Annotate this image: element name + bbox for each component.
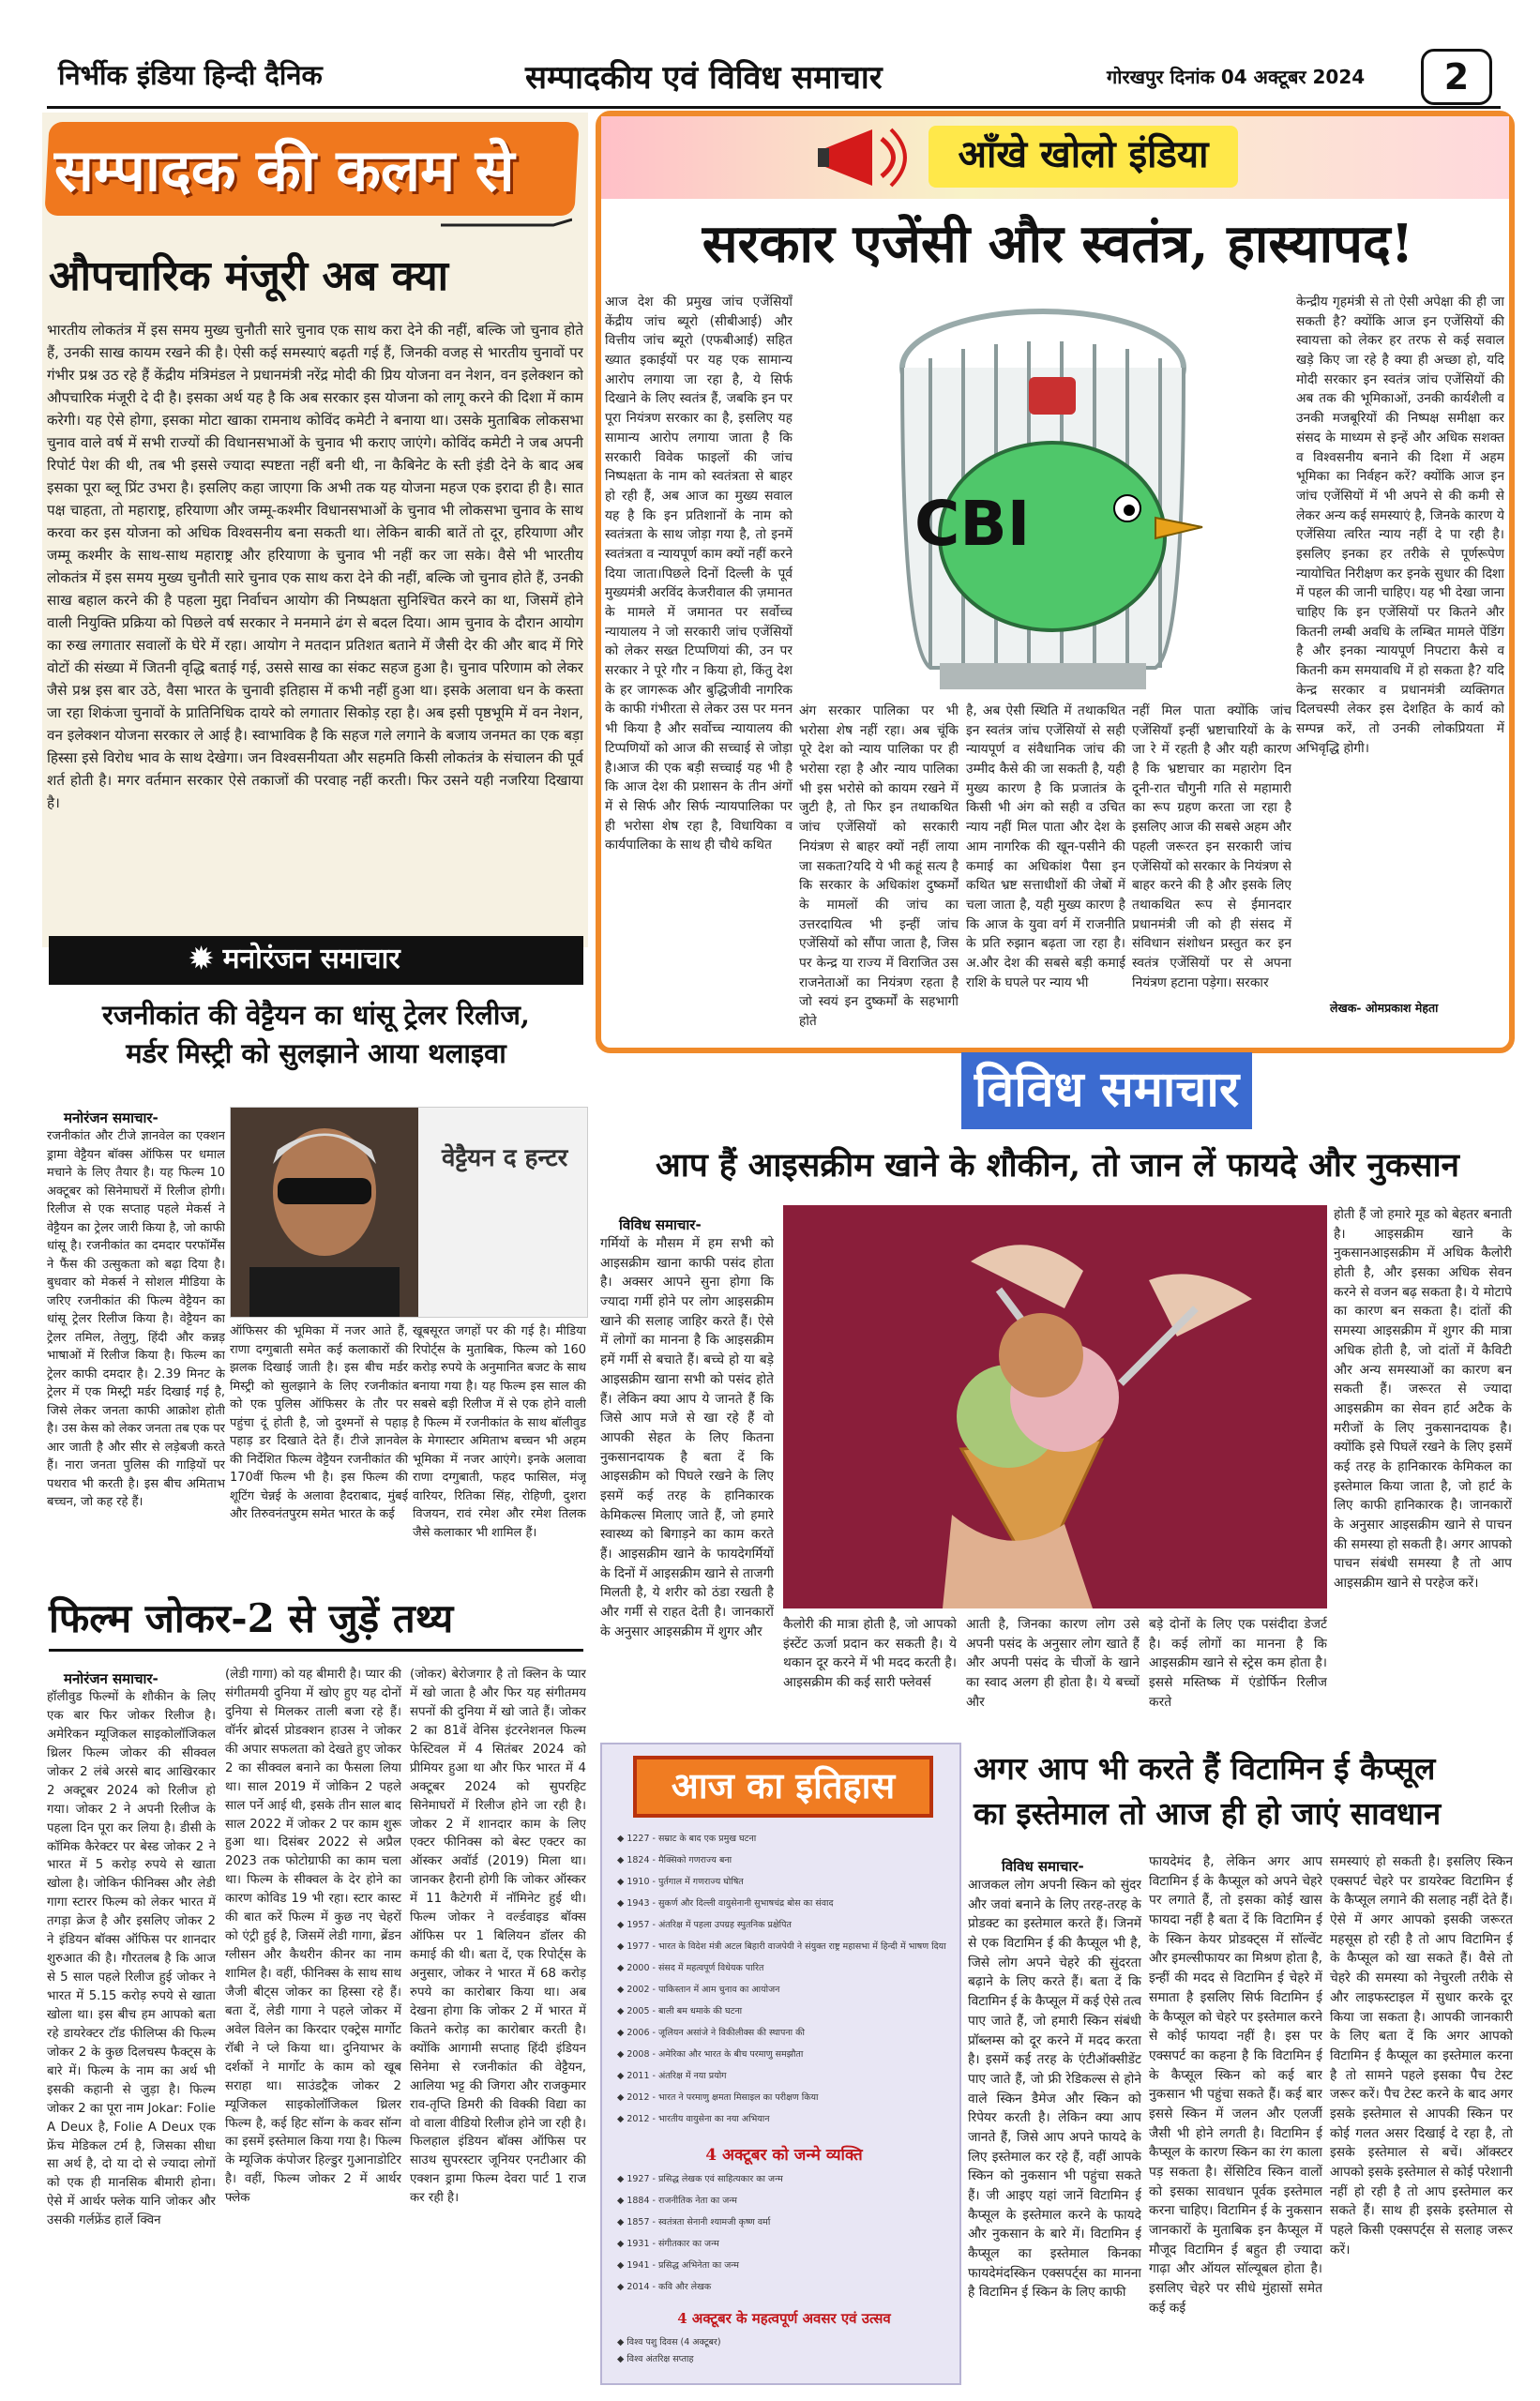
vividh-banner: विविध समाचार [961,1052,1252,1129]
rajini-headline-line1: रजनीकांत की वेट्टैयन का धांसू ट्रेलर रिलीज, [102,999,530,1031]
sparkle-icon: ✹ [189,943,223,975]
ankhe-author: लेखक- ओमप्रकाश मेहता [1330,1001,1439,1015]
itihas-item: ◆ 1943 - सुकर्ण और दिल्ली वायुसेनानी सुभाषचंद्र बोस का संवाद [617,1898,834,1909]
vitamin-byline: विविध समाचार- [1002,1858,1084,1875]
ankhe-col5: केन्द्रीय गृहमंत्री से तो ऐसी अपेक्षा की ही जा सकती है? क्योंकि आज इन एजेंसियों की स्वायत्ता को लेकर हर तरफ से कई सवाल खड़े किए जा रहे है क्या ही अच्छा हो, यदि मोदी सरकार इन स्वतंत्र जांच एजेंसियों की अब तक की भूमिकाओं, उनकी कार्यशैली व उनकी मजबूरियों की निष्पक्ष समीक्षा कर संसद के माध्यम से इन्हें और अधिक सशक्त व विश्वसनीय बनाने की दिशा में अहम भूमिका का निर्वहन करें? क्योंकि आज इन जांच एजेंसियों में भी अपने से की कमी से लेकर अन्य कई समस्याएं है, जिनके कारण ये एजेंसिया त्वरित न्याय नहीं दे पा रही है। इसलिए इनका हर तरीके से पूर्णरूपेण न्यायोचित निरीक्षण कर इनके सुधार की दिशा में पहल की जानी चाहिए। यह भी देखा जाना चाहिए कि इन एजेंसियों पर कितने और कितनी लम्बी अवधि के लम्बित मामले पेंडिंग है और इनका न्यायपूर्ण निपटारा कैसे व कितनी कम समयावधि में हो सकता है? यदि केन्द्र सरकार व प्रधानमंत्री व्यक्तिगत दिलचस्पी लेकर इस देशहित के कार्य को सम्पन्न करें, तो उनकी लोकप्रियता में अभिवृद्धि होगी। [1296,294,1504,756]
itihas-item: ◆ 2000 - संसद में महत्वपूर्ण विधेयक पारित [617,1963,764,1973]
joker-headline: फिल्म जोकर-2 से जुड़ें तथ्य [49,1595,454,1641]
entertainment-section-bar [49,936,583,985]
icecream-photo [783,1205,1327,1608]
megaphone-icon [816,120,919,195]
itihas-item: ◆ 1927 - प्रसिद्ध लेखक एवं साहित्यकार का जन्म [617,2174,783,2184]
joker-byline: मनोरंजन समाचार- [64,1670,159,1687]
itihas-item: ◆ 1857 - स्वतंत्रता सेनानी श्यामजी कृष्ण वर्मा [617,2217,771,2227]
icecream-col5: होती हैं जो हमारे मूड को बेहतर बनाती है। आइसक्रीम खाने के नुकसानआइसक्रीम में अधिक कैलोरी होती है, और इसका अधिक सेवन करने से वजन बढ़ सकता है। ये मोटापे का कारण बन सकता है। दांतों की समस्या आइसक्रीम में शुगर की मात्रा अधिक होती है, जो दांतों में कैविटी और अन्य समस्याओं का कारण बन सकती हैं। जरूरत से ज्यादा आइसक्रीम का सेवन हार्ट अटैक के मरीजों के लिए नुकसानदायक है। क्योंकि इसे पिघलें रखने के लिए इसमें कई तरह के हानिकारक केमिकल का इस्तेमाल किया जाता है, जो हार्ट के लिए काफी हानिकारक है। जानकारों के अनुसार आइसक्रीम खाने से पाचन की समस्या हो सकती है। अगर आपको पाचन संबंधी समस्या है तो आप आइसक्रीम खाने से परहेज करें। [1334,1207,1512,1592]
newspaper-name: निर्भीक इंडिया हिन्दी दैनिक [58,59,323,91]
icecream-col3: आती है, जिनका कारण लोग उसे अपनी पसंद के अनुसार लोग खाते हैं और अपनी पसंद के चीजों के खाने का स्वाद अलग ही होता है। ये बच्चों और [966,1617,1140,1710]
itihas-item: ◆ 2002 - पाकिस्तान में आम चुनाव का आयोजन [617,1985,780,1995]
joker-col3: (जोकर) बेरोजगार है तो क्लिन के प्यार में खो जाता है और फिर यह संगीतमय सपनों की दुनिया में खो जाते हैं। जोकर 2 का 81वें वेनिस इंटरनेशनल फिल्म फेस्टिवल में 4 सितंबर 2024 को प्रीमियर हुआ था और फिर भारत में 4 अक्टूबर 2024 को सुपरहिट सिनेमाघरों में रिलीज होने जा रही है। जोकर 2 में शानदार काम के लिए एक्टर फीनिक्स को बेस्ट एक्टर का ऑस्कर अवॉर्ड (2019) मिला था। जानकर हैरानी होगी कि जोकर ऑस्कर में 11 कैटेगरी में नॉमिनेट हुई थी। फिल्म जोकर ने वर्ल्डवाइड बॉक्स ऑफिस पर 1 बिलियन डॉलर की कमाई की थी। बता दें, एक रिपोर्ट्स के अनुसार, जोकर ने भारत में 68 करोड़ रुपये का कारोबार किया था। अब देखना होगा कि जोकर 2 में भारत में कितने करोड़ का कारोबार करती है। क्योंकि आगामी सप्ताह हिंदी इंडियन सिनेमा से रजनीकांत की वेट्टैयन, आलिया भट्ट की जिगरा और राजकुमार राव-तृप्ति डिमरी की विक्की विद्या का वो वाला वीडियो रिलीज होने जा रही है। फिलहाल इंडियन बॉक्स ऑफिस पर साउथ सुपरस्टार जूनियर एनटीआर की एक्शन ड्रामा फिल्म देवरा पार्ट 1 राज कर रही है। [410,1668,586,2206]
ankhe-col4: नहीं मिल पाता क्योंकि जांच एजेंसियाँ इन्हीं भ्रष्टाचारियों के के जा रे में रहती है और यही कारण है कि भ्रष्टाचार का महारोग दिन दूनी-रात चौगुनी गति से महामारी का रूप ग्रहण करता जा रहा है इसलिए आज की सबसे अहम और पहली जरूरत इन सरकारी जांच एजेंसियों को सरकार के नियंत्रण से बाहर करने की है और इसके लिए तथाकथित रूप से ईमानदार प्रधानमंत्री जी को ही संसद में संविधान संशोधन प्रस्तुत कर इन स्वतंत्र एजेंसियों पर से अपना नियंत्रण हटाना पड़ेगा। सरकार [1132,703,1291,990]
icecream-byline: विविध समाचार- [619,1216,702,1233]
rajini-col1: रजनीकांत और टीजे ज्ञानवेल का एक्शन ड्रामा वेट्टैयन बॉक्स ऑफिस पर धमाल मचाने के लिए तैयार है। यह फिल्म 10 अक्टूबर को सिनेमाघरों में रिलीज होगी। रिलीज से एक सप्ताह पहले मेकर्स ने वेट्टैयन का ट्रेलर जारी किया है, जो काफी धांसू है। रजनीकांत का दमदार परफॉर्मेंस ने फैंस की उत्सुकता को बढ़ा दिया है। बुधवार को मेकर्स ने सोशल मीडिया के जरिए रजनीकांत की फिल्म वेट्टैयन का धांसू ट्रेलर रिलीज किया है। वेट्टैयन का ट्रेलर तमिल, तेलुगु, हिंदी और कन्नड़ भाषाओं में रिलीज किया है। फिल्म का ट्रेलर काफी दमदार है। 2.39 मिनट के ट्रेलर में एक मिस्ट्री मर्डर दिखाई गई है, जिसे लेकर जनता काफी आक्रोश होती है। उस केस को लेकर जनता तब एक पर आर जाती है और सीर से लड़ेबजी करते हैं। नारा जनता पुलिस की गाड़ियों पर पथराव भी करती है। इस बीच अमिताभ बच्चन, जो कह रहे हैं। [47,1129,225,1509]
ankhe-title: आँखे खोलो इंडिया [929,126,1238,188]
vitamin-headline [974,1746,1513,1836]
vettaiyan-poster [230,1107,588,1318]
icecream-col2: कैलोरी की मात्रा होती है, जो आपको इंस्टेंट ऊर्जा प्रदान कर सकती है। ये थकान दूर करने में भी मदद करती है। आइसक्रीम की कई सारी फ्लेवर्स [783,1617,957,1691]
itihas-item: ◆ 1957 - अंतरिक्ष में पहला उपग्रह स्पुतनिक प्रक्षेपित [617,1920,792,1930]
itihas-item: ◆ 2011 - अंतरिक्ष में नया प्रयोग [617,2071,727,2081]
joker-col1: हॉलीवुड फिल्मों के शौकीन के लिए एक बार फिर जोकर रिलीज है। अमेरिकन म्यूजिकल साइकोलॉजिकल थ्रिलर फिल्म जोकर की सीक्वल जोकर 2 लंबे अरसे बाद आखिरकार 2 अक्टूबर 2024 को रिलीज हो गया। जोकर 2 ने अपनी रिलीज के पहला दिन पूरा कर लिया है। डीसी के कॉमिक कैरेक्टर पर बेस्ड जोकर 2 ने भारत में 5 करोड़ रुपये से खाता खोला है। जोकिन फीनिक्स और लेडी गागा स्टारर फिल्म को लेकर भारत में तगड़ा क्रेज है और इसलिए जोकर 2 ने इंडियन बॉक्स ऑफिस पर शानदार शुरुआत की है। गौरतलब है कि आज से 5 साल पहले रिलीज हुई जोकर ने भारत में 5.15 करोड़ रुपये से खाता खोला था। इस बीच हम आपको बता रहे डायरेक्टर टॉड फीलिप्स की फिल्म जोकर 2 के कुछ दिलचस्प फैक्ट्स के बारे में। फिल्म के नाम का अर्थ भी इसकी कहानी से जुड़ा है। फिल्म जोकर 2 का पूरा नाम Jokar: Folie A Deux है, Folie A Deux एक फ्रेंच मेडिकल टर्म है, जिसका सीधा सा अर्थ है, दो या दो से ज्यादा लोगों को एक ही मानसिक बीमारी होना। ऐसे में आर्थर फ्लेक यानि जोकर और उसकी गर्लफ्रेंड हार्ले क्विन [47,1690,216,2228]
itihas-item: ◆ 1884 - राजनीतिक नेता का जन्म [617,2196,737,2206]
itihas-born-heading: 4 अक्टूबर को जन्मे व्यक्ति [705,2146,863,2165]
itihas-item: ◆ 1931 - संगीतकार का जन्म [617,2239,719,2249]
vitamin-col2: फायदेमंद है, लेकिन अगर आप विटामिन ई के कैप्सूल को अपने चेहरे पर लगाते हैं, तो इसका कोई खास फायदा नहीं है बता दें कि विटामिन ई के स्किन केयर प्रोडक्ट्स में सॉल्वेंट और इमल्सीफायर का मिश्रण होता है, इन्हीं की मदद से विटामिन ई चेहरे में समाता है इसलिए सिर्फ विटामिन ई के कैप्सूल को चेहरे पर इस्तेमाल करने से कोई फायदा नहीं है। इस पर एक्सपर्ट का कहना है कि विटामिन ई के कैप्सूल स्किन को कई बार नुकसान भी पहुंचा सकते हैं। कई बार इससे स्किन में जलन और एलर्जी जैसी भी होने लगती है। विटामिन ई कैप्सूल के कारण स्किन का रंग काला पड़ सकता है। सेंसिटिव स्किन वालों को इसका सावधान पूर्वक इस्तेमाल करना चाहिए। विटामिन ई के नुकसान जानकारों के मुताबिक इन कैप्सूल में मौजूद विटामिन ई बहुत ही ज्यादा गाढ़ा और ऑयल सॉल्यूबल होता है। इसलिए चेहरे पर सीधे मुंहासों समेत कई कई [1149,1854,1322,2316]
itihas-item: ◆ विश्व पशु दिवस (4 अक्टूबर) [617,2337,721,2348]
cbi-cage-cartoon [799,293,1287,696]
itihas-banner: आज का इतिहास [633,1756,933,1818]
section-title: सम्पादकीय एवं विविध समाचार [525,59,883,97]
vitamin-headline-line1: अगर आप भी करते हैं विटामिन ई कैप्सूल [974,1750,1436,1787]
itihas-item: ◆ 2012 - भारत ने परमाणु क्षमता मिसाइल का परीक्षण किया [617,2092,819,2103]
date-line: गोरखपुर दिनांक 04 अक्टूबर 2024 [1107,66,1366,88]
itihas-item: ◆ 1824 - मैक्सिको गणराज्य बना [617,1855,732,1865]
poster-title: वेट्टैयन द हन्टर [442,1144,568,1172]
rajini-headline [49,996,583,1072]
icecream-headline: आप हैं आइसक्रीम खाने के शौकीन, तो जान लें फायदे और नुकसान [656,1146,1459,1185]
itihas-item: ◆ 1227 - सम्राट के बाद एक प्रमुख घटना [617,1834,757,1844]
itihas-item: ◆ 1977 - भारत के विदेश मंत्री अटल बिहारी वाजपेयी ने संयुक्त राष्ट्र महासभा में हिन्दी में भाषण दिया [617,1941,946,1952]
joker-rule [49,1649,583,1652]
itihas-occasions-heading: 4 अक्टूबर के महत्वपूर्ण अवसर एवं उत्सव [677,2310,891,2327]
itihas-item: ◆ 2006 - जूलियन असांजे ने विकीलीक्स की स्थापना की [617,2028,805,2038]
itihas-item: ◆ 1941 - प्रसिद्ध अभिनेता का जन्म [617,2260,739,2271]
vitamin-col3: समस्याएं हो सकती है। इसलिए स्किन एक्सपर्ट चेहरे पर डायरेक्ट विटामिन ई के कैप्सूल लगाने की सलाह नहीं देते हैं। ऐसे में अगर आपको इसकी जरूरत महसूस हो रही है तो आप विटामिन ई के कैप्सूल को खा सकते हैं। वैसे तो चेहरे की समस्या को नेचुरली तरीके से और लाइफस्टाइल में सुधार करके दूर किया जा सकता है। आपकी जानकारी के लिए बता दें कि अगर आपको विटामिन ई कैप्सूल का इस्तेमाल करना है तो सामने पहले इसका पैच टेस्ट जरूर करें। पैच टेस्ट करने के बाद अगर इसके इस्तेमाल से आपकी स्किन पर कोई गलत असर दिखाई दे रहा है, तो इसके इस्तेमाल से बचें। ऑक्स्टर आपको इसके इस्तेमाल से कोई परेशानी नहीं हो रही है तो आप इस्तेमाल कर सकते हैं। साथ ही इसके इस्तेमाल से पहले किसी एक्सपर्ट्स से सलाह जरूर करें। [1330,1854,1513,2258]
rajini-headline-line2: मर्डर मिस्ट्री को सुलझाने आया थलाइवा [126,1036,506,1069]
ankhe-col2: अंग सरकार पालिका पर भी भरोसा शेष नहीं रहा। अब चूंकि पूरे देश को न्याय पालिका पर ही भरोसा रहा है और न्याय पालिका भी इस भरोसे को कायम रखने में जुटी है, तो फिर इन तथाकथित जांच एजेंसियों को सरकारी नियंत्रण से बाहर क्यों नहीं लाया जा सकता?यदि ये भी कहूं सत्य है कि सरकार के अधिकांश दुष्कर्मों के मामलों की जांच का उत्तरदायित्व भी इन्हीं जांच एजेंसियों को सौंपा जाता है, जिस पर केन्द्र या राज्य में विराजित उस राजनेताओं का नियंत्रण रहता है जो स्वयं इन दुष्कर्मों के सहभागी होते [799,703,959,1029]
itihas-item: ◆ विश्व अंतरिक्ष सप्ताह [617,2354,694,2364]
rajinikanth-photo [231,1108,418,1317]
itihas-item: ◆ 1910 - पुर्तगाल में गणराज्य घोषित [617,1877,744,1887]
ankhe-col3: है, अब ऐसी स्थिति में तथाकथित इन स्वतंत्र जांच एजेंसियों से सही न्यायपूर्ण व संवैधानिक जांच की उम्मीद कैसे की जा सकती है, यही मुख्य कारण है कि प्रजातंत्र के किसी भी अंग को सही व उचित न्याय नहीं मिल पाता और देश के आम नागरिक की खून-पसीने की कमाई का अधिकांश पैसा इन कथित भ्रष्ट सत्ताधीशों की जेबों में चला जाता है, यही मुख्य कारण है कि आज के युवा वर्ग में राजनीति के प्रति रुझान बढ़ता जा रहा है।अ.और देश की सबसे बड़ी कमाई राशि के घपले पर न्याय भी [966,703,1125,990]
icecream-col4: बड़े दोनों के लिए एक पसंदीदा डेजर्ट है। कई लोगों का मानना है कि आइसक्रीम खाने से स्ट्रेस कम होता है। इससे मस्तिष्क में एंडोर्फिन रिलीज करते [1149,1617,1327,1710]
pen-decoration-icon [441,216,572,234]
icecream-col1: गर्मियों के मौसम में हम सभी को आइसक्रीम खाना काफी पसंद होता है। अक्सर आपने सुना होगा कि ज्यादा गर्मी होने पर लोग आइसक्रीम खाने की सलाह जाहिर करते हैं। ऐसे में लोगों का मानना है कि आइसक्रीम हमें गर्मी से बचाते हैं। बच्चे हो या बड़े आइसक्रीम खाना सभी को पसंद होते हैं। लेकिन क्या आप ये जानते हैं कि जिसे आप मजे से खा रहे हैं वो आपकी सेहत के लिए कितना नुकसानदायक है बता दें कि आइसक्रीम को पिघले रखने के लिए इसमें कई तरह के हानिकारक केमिकल्स मिलाए जाते हैं, जो हमारे स्वास्थ्य को बिगाड़ने का काम करते हैं। आइसक्रीम खाने के फायदेगर्मियों के दिनों में आइसक्रीम खाने से ताजगी मिलती है, ये शरीर को ठंडा रखती है और गर्मी से राहत देती है। जानकारों के अनुसार आइसक्रीम में शुगर और [600,1236,774,1639]
editorial-body: भारतीय लोकतंत्र में इस समय मुख्य चुनौती सारे चुनाव एक साथ करा देने की नहीं, बल्कि जो चुनाव होते हैं, उनकी साख कायम रखने की है। ऐसी कई समस्याएं बढ़ती गई हैं, जिनकी वजह से भारतीय चुनावों पर गंभीर प्रश्न उठ रहे हैं केंद्रीय मंत्रिमंडल ने प्रधानमंत्री नरेंद्र मोदी की प्रिय योजना वन नेशन, वन इलेक्शन को औपचारिक मंजूरी दे दी है। इसका अर्थ यह है कि अब सरकार इस योजना को लागू करने की दिशा में काम करेगी। यह ऐसे होगा, इसका मोटा खाका रामनाथ कोविंद कमेटी ने बनाया था। उसके मुताबिक लोकसभा चुनाव वाले वर्ष में सभी राज्यों की विधानसभाओं के चुनाव भी कराए जाएंगे। कोविंद कमेटी ने जब अपनी रिपोर्ट पेश की थी, तब भी इससे ज्यादा स्पष्टता नहीं बनी थी, ना कैबिनेट के स्ती इंडी देने के बाद अब इसका पूरा ब्लू प्रिंट उभरा है। इसलिए कहा जाएगा कि अभी तक यह योजना महज एक इरादा ही है। सात पक्ष चाहता, तो महाराष्ट्र, हरियाणा और जम्मू-कश्मीर विधानसभाओं के चुनाव भी लोकसभा चुनाव के साथ करवा कर इस योजना को अधिक विश्वसनीय बना सकती था। लेकिन बाकी बातें तो दूर, हरियाणा और जम्मू कश्मीर के साथ-साथ महाराष्ट्र और हरियाणा के चुनाव भी नहीं कर जा सके। वैसे भी भारतीय लोकतंत्र में इस समय मुख्य चुनौती सारे चुनाव एक साथ करा देने की नहीं, बल्कि जो चुनाव होते हैं, उनकी साख बहाल करने की है पहला मुद्दा निर्वाचन आयोग की निष्पक्षता सुनिश्चित करने का था, जिसमें होने वाली नियुक्ति प्रक्रिया को पिछले वर्ष सरकार ने मनमाने ढंग से बदल दिया। आम चुनाव के दौरान आयोग का रुख लगातार सवालों के घेरे में रहा। आयोग ने मतदान प्रतिशत बताने में जैसी देर की और बाद में गिरे वोटों की संख्या में जितनी वृद्धि बताई गई, उससे साख का संकट सहज हुआ है। चुनाव परिणाम को लेकर जैसे प्रश्न इस बार उठे, वैसा भारत के चुनावी इतिहास में कभी नहीं हुआ था। इसके अलावा धन के कस्ता जा रहा शिकंजा चुनावों के प्रातिनिधिक दायरे को लगातार सिकोड़ रहा है। अब इसी पृष्ठभूमि में वन नेशन, वन इलेक्शन योजना सरकार ले आई है। स्वाभाविक है कि सहज गले लगाने के बजाय जनमत का एक बड़ा हिस्सा इसे विरोध भाव के साथ देखेगा। जन विश्वसनीयता और सहमति किसी लोकतंत्र के संचालन की पूर्व शर्त होती है। मगर वर्तमान सरकार ऐसे तकाजों की परवाह नहीं करती। फिर उसने यही नजरिया दिखाया है। [47,322,583,812]
rajini-byline: मनोरंजन समाचार- [64,1110,159,1126]
editorial-banner-text: सम्पादक की कलम से [54,136,515,204]
vitamin-col1: आजकल लोग अपनी स्किन को सुंदर और जवां बनाने के लिए तरह-तरह के प्रोडक्ट का इस्तेमाल करते हैं। जिनमें से एक विटामिन ई की कैप्सूल भी है, जिसे लोग अपने चेहरे की सुंदरता बढ़ाने के लिए करते हैं। बता दें कि विटामिन ई के कैप्सूल में कई ऐसे तत्व पाए जाते हैं, जो हमारी स्किन संबंधी प्रॉब्लम्स को दूर करने में मदद करता है। इसमें कई तरह के एंटीऑक्सीडेंट पाए जाते हैं, जो फ्री रेडिकल्स से होने वाले स्किन डैमेज और स्किन को रिपेयर करती है। लेकिन क्या आप जानते हैं, जिसे आप अपने फायदे के लिए इस्तेमाल कर रहे हैं, वहीं आपके स्किन को नुकसान भी पहुंचा सकते हैं। जी आइए यहां जानें विटामिन ई कैप्सूल के इस्तेमाल करने के फायदे और नुकसान के बारे में। विटामिन ई कैप्सूल का इस्तेमाल किनका फायदेमंदस्किन एक्सपर्ट्स का मानना है विटामिन ई स्किन के लिए काफी [968,1878,1141,2301]
cbi-label: CBI [914,488,1031,560]
joker-col2: (लेडी गागा) को यह बीमारी है। प्यार की संगीतमयी दुनिया में खोए हुए यह दोनों दुनिया से मिलकर ताली बजा रहे हैं। वॉर्नर ब्रोदर्स प्रोडक्शन हाउस ने जोकर की अपार सफलता को देखते हुए जोकर 2 का सीक्वल बनाने का फैसला लिया था। साल 2019 में जोकिन 2 पहले साल पर्ने आई थी, इसके तीन साल बाद साल 2022 में जोकर 2 पर काम शुरू हुआ था। दिसंबर 2022 से अप्रैल 2023 तक फोटोग्राफी का काम चला था। फिल्म के सीक्वल के देर होने का कारण कोविड 19 भी रहा। स्टार कास्ट की बात करें फिल्म में कुछ नए चेहरों को एंट्री हुई है, जिसमें लेडी गागा, ब्रेंडन ग्लीसन और कैथरीन कीनर का नाम शामिल है। वहीं, फीनिक्स के साथ साथ जैजी बीट्स जोकर का हिस्सा रहे हैं। बता दें, लेडी गागा ने पहले जोकर में अवेल विलेन का किरदार एक्ट्रेस मार्गोट रॉबी ने प्ले किया था। दुनियाभर के दर्शकों ने मार्गोट के काम को खूब सराहा था। साउंडट्रैक जोकर 2 म्यूजिकल साइकोलॉजिकल थ्रिलर फिल्म है, कई हिट सॉन्ग के कवर सॉन्ग का इसमें इस्तेमाल किया गया है। फिल्म के म्यूजिक कंपोजर हिल्डुर गुआनाडोटिर है। वहीं, फिल्म जोकर 2 में आर्थर फ्लेक [225,1668,401,2206]
itihas-item: ◆ 2005 - बाली बम धमाके की घटना [617,2006,743,2016]
page-number: 2 [1421,49,1492,105]
editorial-headline: औपचारिक मंजूरी अब क्या [49,252,449,300]
itihas-item: ◆ 2008 - अमेरिका और भारत के बीच परमाणु समझौता [617,2049,804,2060]
itihas-item: ◆ 2012 - भारतीय वायुसेना का नया अभियान [617,2114,770,2124]
ankhe-headline: सरकार एजेंसी और स्वतंत्र, हास्यापद! [702,213,1414,275]
itihas-item: ◆ 2014 - कवि और लेखक [617,2282,712,2292]
rajini-col2: ऑफिसर की भूमिका में नजर आते हैं, राणा दग्गुबाती समेत कई कलाकारों की झलक दिखाई जाती है। इस बीच मर्डर मिस्ट्री को सुलझाने के लिए रजनीकांत को एक पुलिस ऑफिसर के तौर पर पहुंचा दूं होती है, जो दुश्मनों से पहाड़ पहाड़ डर दिखाते देते हैं। टीजे ज्ञानवेल की निर्देशित फिल्म वेट्टैयन रजनीकांत की 170वीं फिल्म भी है। इस फिल्म की शूटिंग चेन्नई के अलावा हैदराबाद, मुंबई और तिरुवनंतपुरम समेत भारत के कई [230,1324,408,1521]
rajini-col3: खूबसूरत जगहों पर की गई है। मीडिया रिपोर्ट्स के मुताबिक, फिल्म को 160 करोड़ रुपये के अनुमानित बजट के साथ बनाया गया है। यह फिल्म इस साल की सबसे बड़ी रिलीज में से एक होने वाली है फिल्म में रजनीकांत के साथ बॉलीवुड के मेगास्टार अमिताभ बच्चन भी अहम भूमिका में नजर आएंगे। इनके अलावा राणा दग्गुबाती, फहद फासिल, मंजू वारियर, रितिका सिंह, रोहिणी, दुशरा विजयन, रावं रमेश और रमेश तिलक जैसे कलाकार भी शामिल हैं। [413,1324,586,1540]
ankhe-col1: आज देश की प्रमुख जांच एजेंसियाँ केंद्रीय जांच ब्यूरो (सीबीआई) और वित्तीय जांच ब्यूरो (एफबीआई) सहित ख्यात इकाईयों पर यह एक सामान्य आरोप लगाया जा रहा है, ये सिर्फ दिखाने के लिए स्वतंत्र हैं, जबकि इन पर पूरा नियंत्रण सरकार का है, इसलिए यह सामान्य आरोप लगाया जाता है कि सरकारी विवेक फाइलों की जांच निष्पक्षता के नाम को स्वतंत्रता से बाहर हो रही हैं, अब आज का मुख्य सवाल यह है कि इन प्रतिशानों के नाम को स्वतंत्रता के साथ जोड़ा गया है, तो इनमें स्वतंत्रता व न्यायपूर्ण काम क्यों नहीं करने दिया जाता।पिछले दिनों दिल्ली के पूर्व मुख्यमंत्री अरविंद केजरीवाल की ज़मानत के मामले में जमानत पर सर्वोच्च न्यायालय ने जो सरकारी जांच एजेंसियों को लेकर सख्त टिप्पणियां की, उन पर सरकार ने पूरे गौर न किया हो, किंतु देश के हर जागरूक और बुद्धिजीवी नागरिक के काफी गंभीरता से लेकर उस पर मनन भी किया है और सर्वोच्च न्यायालय की टिप्पणियों को आज की सच्चाई से जोड़ा है।आज की एक बड़ी सच्चाई यह भी है कि आज देश की प्रशासन के तीन अंगों में से सिर्फ और सिर्फ न्यायपालिका पर ही भरोसा शेष रहा है, विधायिका व कार्यपालिका के साथ ही चौथे कथित [605,294,793,853]
vitamin-headline-line2: का इस्तेमाल तो आज ही हो जाएं सावधान [974,1794,1442,1832]
entertainment-section-label: मनोरंजन समाचार [222,943,400,975]
